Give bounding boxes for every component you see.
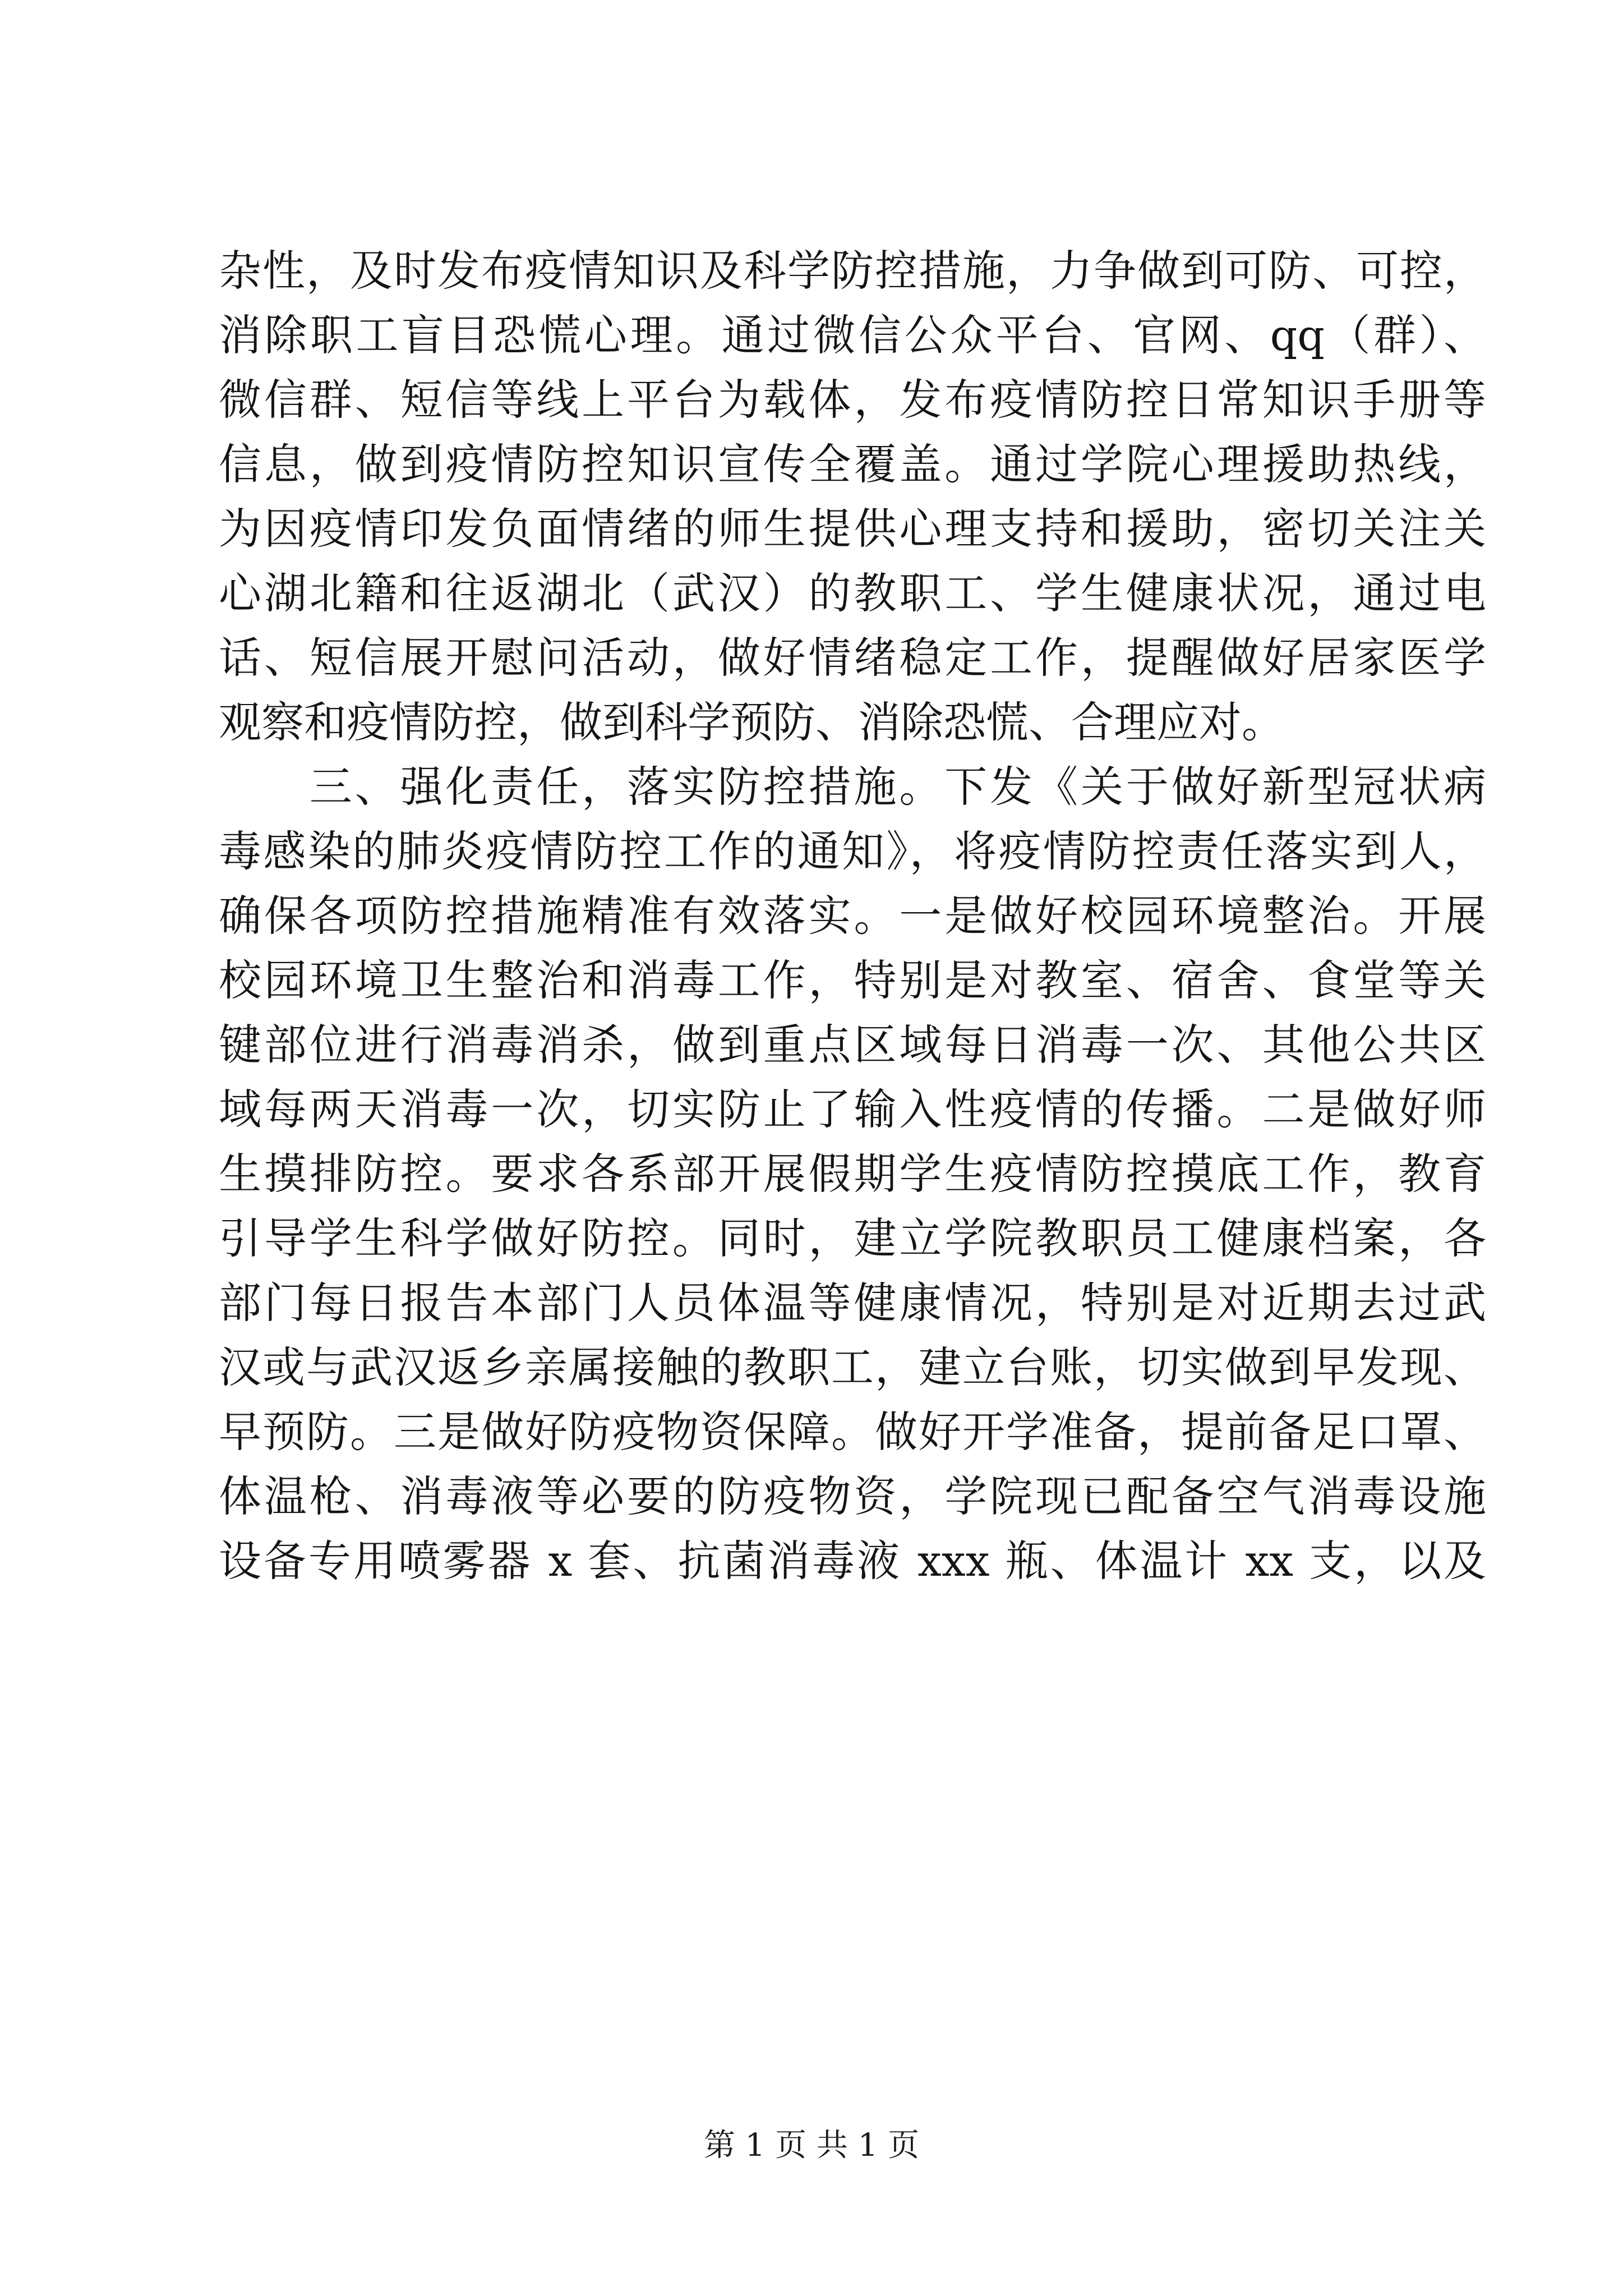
page-number-footer: 第 1 页 共 1 页 [703, 2127, 920, 2164]
text-line: 早预防。三是做好防疫物资保障。做好开学准备，提前备足口罩、 [219, 1407, 1486, 1457]
text-line: 生摸排防控。要求各系部开展假期学生疫情防控摸底工作，教育 [219, 1149, 1486, 1199]
text-line: 校园环境卫生整治和消毒工作，特别是对教室、宿舍、食堂等关 [219, 955, 1486, 1005]
text-line: 话、短信展开慰问活动，做好情绪稳定工作，提醒做好居家医学 [219, 633, 1486, 683]
paragraph-2 [219, 754, 1486, 1593]
text-line: 毒感染的肺炎疫情防控工作的通知》，将疫情防控责任落实到人， [219, 826, 1486, 876]
text-line: 部门每日报告本部门人员体温等健康情况，特别是对近期去过武 [219, 1278, 1486, 1328]
text-line: 信息，做到疫情防控知识宣传全覆盖。通过学院心理援助热线， [219, 439, 1486, 489]
text-line: 杂性，及时发布疫情知识及科学防控措施，力争做到可防、可控， [219, 246, 1486, 296]
text-line: 为因疫情印发负面情绪的师生提供心理支持和援助，密切关注关 [219, 504, 1486, 554]
text-line: 三、强化责任，落实防控措施。下发《关于做好新型冠状病 [219, 762, 1486, 812]
text-line: 观察和疫情防控，做到科学预防、消除恐慌、合理应对。 [219, 697, 1284, 747]
text-line: 汉或与武汉返乡亲属接触的教职工，建立台账，切实做到早发现、 [219, 1342, 1486, 1392]
paragraph-1 [219, 238, 1486, 754]
text-line: 设备专用喷雾器 x 套、抗菌消毒液 xxx 瓶、体温计 xx 支，以及 [219, 1536, 1486, 1586]
text-line: 心湖北籍和往返湖北（武汉）的教职工、学生健康状况，通过电 [219, 568, 1486, 618]
document-body [219, 238, 1486, 1593]
text-line: 消除职工盲目恐慌心理。通过微信公众平台、官网、qq（群）、 [219, 310, 1486, 360]
text-line: 微信群、短信等线上平台为载体，发布疫情防控日常知识手册等 [219, 375, 1486, 425]
text-line: 域每两天消毒一次，切实防止了输入性疫情的传播。二是做好师 [219, 1084, 1486, 1134]
text-line: 键部位进行消毒消杀，做到重点区域每日消毒一次、其他公共区 [219, 1020, 1486, 1070]
text-line: 体温枪、消毒液等必要的防疫物资，学院现已配备空气消毒设施 [219, 1471, 1486, 1521]
text-line: 确保各项防控措施精准有效落实。一是做好校园环境整治。开展 [219, 891, 1486, 941]
text-line: 引导学生科学做好防控。同时，建立学院教职员工健康档案，各 [219, 1213, 1486, 1263]
